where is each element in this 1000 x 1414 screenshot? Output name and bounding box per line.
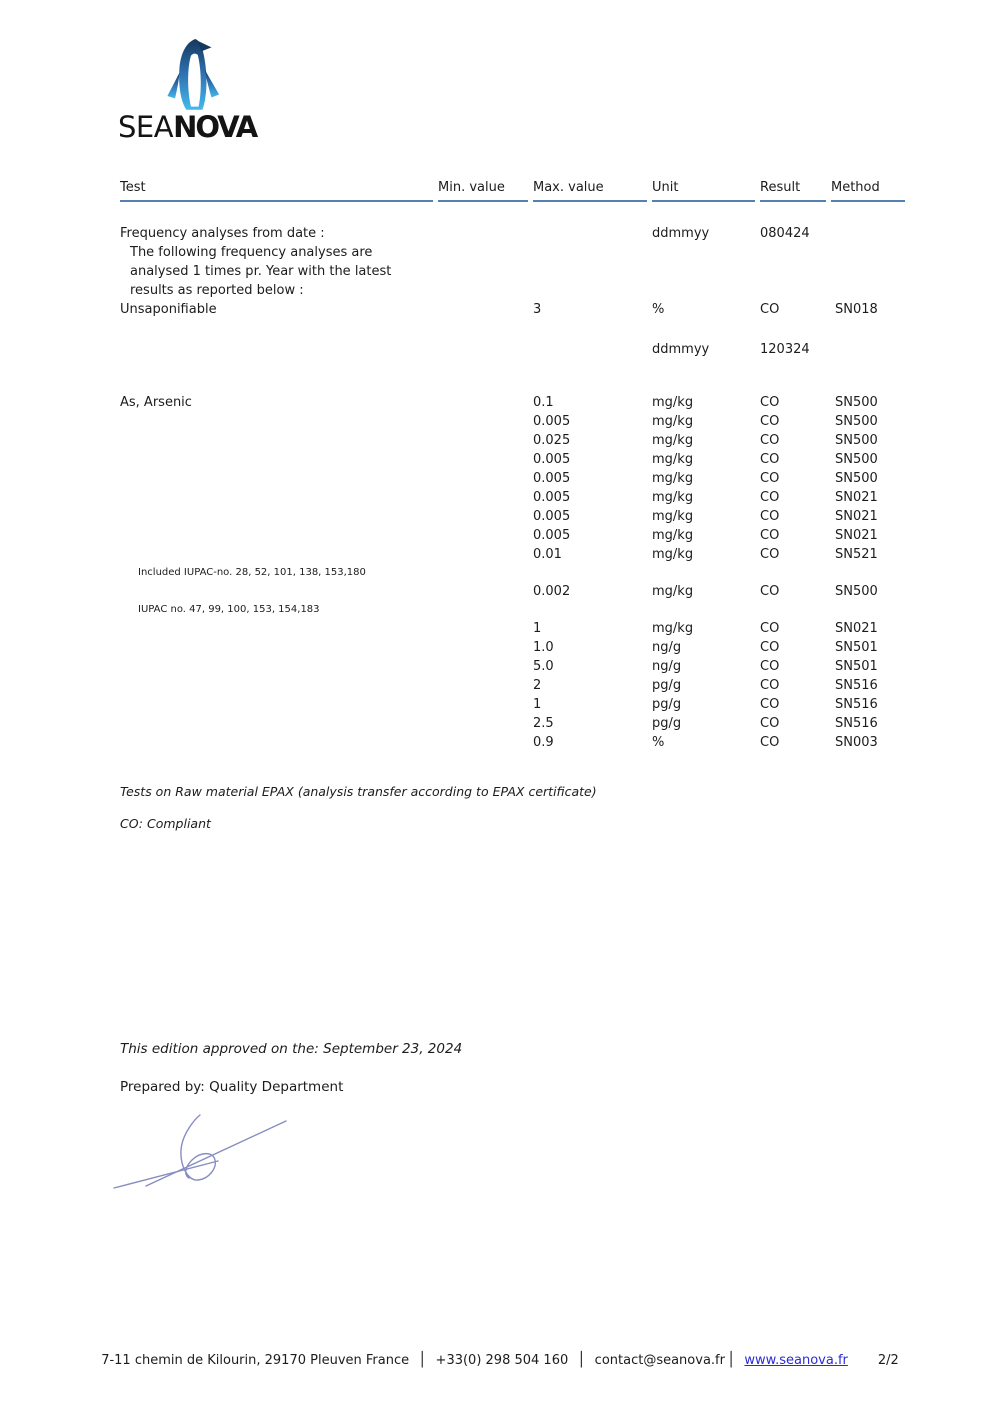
approval-line: This edition approved on the: September 23, 2024 <box>120 1041 463 1057</box>
column-header-max: Max. value <box>533 180 647 202</box>
cell-max: 0.002 <box>533 584 571 599</box>
table-rows <box>120 202 905 752</box>
cell-min <box>438 488 528 507</box>
cell-test <box>120 714 433 733</box>
cell-min <box>438 619 528 638</box>
table-row <box>120 619 905 638</box>
table-row <box>120 582 905 601</box>
cell-test <box>120 545 433 564</box>
cell-min <box>438 507 528 526</box>
cell-result <box>760 262 826 281</box>
cell-unit: mg/kg <box>652 433 694 448</box>
cell-test <box>120 431 433 450</box>
table-row <box>120 488 905 507</box>
cell-unit: ddmmyy <box>652 342 710 357</box>
cell-unit: mg/kg <box>652 621 694 636</box>
cell-test: analysed 1 times pr. Year with the latest <box>130 264 392 279</box>
cell-min <box>438 412 528 431</box>
cell-max: 0.005 <box>533 414 571 429</box>
cell-test <box>120 638 433 657</box>
cell-test <box>120 619 433 638</box>
cell-unit: mg/kg <box>652 452 694 467</box>
cell-unit: mg/kg <box>652 584 694 599</box>
cell-max: 1 <box>533 697 542 712</box>
cell-method: SN003 <box>835 735 878 750</box>
cell-unit <box>652 281 755 300</box>
cell-test <box>120 450 433 469</box>
cell-unit: pg/g <box>652 716 682 731</box>
cell-unit: mg/kg <box>652 547 694 562</box>
cell-unit: mg/kg <box>652 509 694 524</box>
cell-unit: ddmmyy <box>652 226 710 241</box>
footer-phone: +33(0) 298 504 160 <box>435 1353 569 1368</box>
column-header-unit: Unit <box>652 180 755 202</box>
cell-test <box>120 507 433 526</box>
cell-test <box>120 657 433 676</box>
cell-method: SN500 <box>835 395 878 410</box>
cell-method: SN021 <box>835 621 878 636</box>
cell-max: 0.005 <box>533 490 571 505</box>
cell-result: CO <box>760 547 780 562</box>
brand-sea: SEA <box>118 110 174 144</box>
cell-max: 0.9 <box>533 735 554 750</box>
cell-max: 0.01 <box>533 547 562 562</box>
cell-result: CO <box>760 490 780 505</box>
cell-test <box>120 526 433 545</box>
cell-method: SN501 <box>835 659 878 674</box>
cell-max: 0.025 <box>533 433 571 448</box>
cell-min <box>438 733 528 752</box>
logo <box>118 36 256 144</box>
cell-max: 0.005 <box>533 471 571 486</box>
cell-min <box>438 393 528 412</box>
prepared-by-line: Prepared by: Quality Department <box>120 1079 344 1095</box>
cell-test <box>120 469 433 488</box>
cell-result: CO <box>760 414 780 429</box>
table-row <box>120 340 905 359</box>
cell-result: CO <box>760 471 780 486</box>
cell-min <box>438 545 528 564</box>
table-row <box>120 262 905 281</box>
cell-unit: % <box>652 302 665 317</box>
iupac-note: IUPAC no. 47, 99, 100, 153, 154,183 <box>138 604 320 615</box>
footer-address: 7-11 chemin de Kilourin, 29170 Pleuven France <box>101 1353 410 1368</box>
column-header-result: Result <box>760 180 826 202</box>
table-row <box>120 695 905 714</box>
cell-min <box>438 431 528 450</box>
table-row <box>120 393 905 412</box>
cell-method: SN500 <box>835 452 878 467</box>
cell-method: SN501 <box>835 640 878 655</box>
cell-method: SN500 <box>835 433 878 448</box>
cell-method: SN516 <box>835 678 878 693</box>
signature <box>112 1100 412 1195</box>
table-row <box>120 714 905 733</box>
cell-result: CO <box>760 302 780 317</box>
column-header-method: Method <box>831 180 905 202</box>
cell-min <box>438 657 528 676</box>
footer-email: contact@seanova.fr <box>594 1353 725 1368</box>
cell-test <box>120 676 433 695</box>
cell-result: CO <box>760 509 780 524</box>
cell-min <box>438 526 528 545</box>
brand-nova: NOVA <box>173 110 257 144</box>
cell-result: CO <box>760 584 780 599</box>
footer-separator: │ <box>418 1352 427 1368</box>
table-row <box>120 431 905 450</box>
cell-max <box>533 340 647 359</box>
cell-test: The following frequency analyses are <box>130 245 373 260</box>
cell-result: CO <box>760 452 780 467</box>
cell-max: 0.005 <box>533 528 571 543</box>
cell-unit: mg/kg <box>652 528 694 543</box>
cell-max: 0.005 <box>533 452 571 467</box>
footer-separator: │ <box>726 1352 736 1368</box>
cell-result: CO <box>760 678 780 693</box>
cell-method <box>831 262 905 281</box>
cell-unit <box>652 243 755 262</box>
table-row <box>120 450 905 469</box>
cell-test <box>120 733 433 752</box>
iupac-note: Included IUPAC-no. 28, 52, 101, 138, 153,180 <box>138 567 366 578</box>
cell-unit: mg/kg <box>652 471 694 486</box>
results-table <box>120 180 905 1096</box>
column-header-test: Test <box>120 180 433 202</box>
cell-unit: ng/g <box>652 640 682 655</box>
cell-test: Frequency analyses from date : <box>120 226 325 241</box>
website-link[interactable]: www.seanova.fr <box>744 1353 848 1368</box>
cell-result: CO <box>760 697 780 712</box>
cell-min <box>438 340 528 359</box>
table-row <box>120 469 905 488</box>
table-row <box>120 564 905 582</box>
table-row <box>120 601 905 619</box>
cell-method: SN516 <box>835 697 878 712</box>
cell-max: 0.005 <box>533 509 571 524</box>
cell-min <box>438 469 528 488</box>
table-row <box>120 545 905 564</box>
cell-min <box>438 243 528 262</box>
cell-max: 0.1 <box>533 395 554 410</box>
cell-min <box>438 281 528 300</box>
cell-test <box>120 340 433 359</box>
cell-method <box>831 224 905 243</box>
cell-result <box>760 281 826 300</box>
table-row <box>120 526 905 545</box>
cell-method <box>831 281 905 300</box>
note-epax: Tests on Raw material EPAX (analysis transfer according to EPAX certificate) <box>120 784 597 799</box>
cell-max: 1.0 <box>533 640 554 655</box>
cell-unit: mg/kg <box>652 395 694 410</box>
cell-min <box>438 638 528 657</box>
cell-max: 2.5 <box>533 716 554 731</box>
cell-test: As, Arsenic <box>120 395 192 410</box>
cell-min <box>438 695 528 714</box>
cell-max <box>533 243 647 262</box>
cell-max: 1 <box>533 621 542 636</box>
cell-max <box>533 224 647 243</box>
table-row <box>120 243 905 262</box>
cell-test <box>120 695 433 714</box>
table-row <box>120 412 905 431</box>
cell-test: Unsaponifiable <box>120 302 217 317</box>
cell-result: CO <box>760 433 780 448</box>
table-row <box>120 224 905 243</box>
cell-result: CO <box>760 659 780 674</box>
cell-method: SN516 <box>835 716 878 731</box>
cell-result: CO <box>760 528 780 543</box>
cell-unit: mg/kg <box>652 414 694 429</box>
cell-method: SN521 <box>835 547 878 562</box>
cell-method: SN018 <box>835 302 878 317</box>
table-header <box>120 180 905 202</box>
penguin-logo-icon <box>146 36 242 112</box>
cell-max: 5.0 <box>533 659 554 674</box>
table-row <box>120 507 905 526</box>
cell-unit: pg/g <box>652 678 682 693</box>
column-header-min: Min. value <box>438 180 528 202</box>
cell-test <box>120 488 433 507</box>
page-number: 2/2 <box>877 1353 899 1368</box>
cell-min <box>438 450 528 469</box>
cell-min <box>438 582 528 601</box>
cell-result: CO <box>760 735 780 750</box>
table-row <box>120 300 905 319</box>
cell-unit: mg/kg <box>652 490 694 505</box>
cell-max <box>533 262 647 281</box>
cell-max: 3 <box>533 302 542 317</box>
cell-method: SN021 <box>835 509 878 524</box>
footer <box>0 1352 1000 1368</box>
cell-result: 080424 <box>760 226 810 241</box>
cell-result: CO <box>760 395 780 410</box>
cell-min <box>438 676 528 695</box>
cell-result: CO <box>760 716 780 731</box>
cell-method <box>831 243 905 262</box>
cell-max: 2 <box>533 678 542 693</box>
cell-test <box>120 412 433 431</box>
cell-result: 120324 <box>760 342 810 357</box>
cell-unit: % <box>652 735 665 750</box>
table-row <box>120 638 905 657</box>
cell-unit: pg/g <box>652 697 682 712</box>
cell-method <box>831 340 905 359</box>
cell-min <box>438 224 528 243</box>
cell-test: results as reported below : <box>130 283 304 298</box>
cell-min <box>438 262 528 281</box>
table-row <box>120 657 905 676</box>
cell-unit: ng/g <box>652 659 682 674</box>
cell-result: CO <box>760 640 780 655</box>
cell-method: SN500 <box>835 584 878 599</box>
cell-unit <box>652 262 755 281</box>
cell-result <box>760 243 826 262</box>
table-row <box>120 733 905 752</box>
cell-max <box>533 281 647 300</box>
cell-min <box>438 300 528 319</box>
cell-test <box>120 582 433 601</box>
table-row <box>120 281 905 300</box>
cell-method: SN021 <box>835 490 878 505</box>
cell-method: SN021 <box>835 528 878 543</box>
cell-result: CO <box>760 621 780 636</box>
table-row <box>120 676 905 695</box>
footer-separator: │ <box>577 1352 586 1368</box>
brand-text <box>118 110 256 144</box>
cell-min <box>438 714 528 733</box>
cell-method: SN500 <box>835 414 878 429</box>
note-compliant: CO: Compliant <box>120 816 211 831</box>
cell-method: SN500 <box>835 471 878 486</box>
